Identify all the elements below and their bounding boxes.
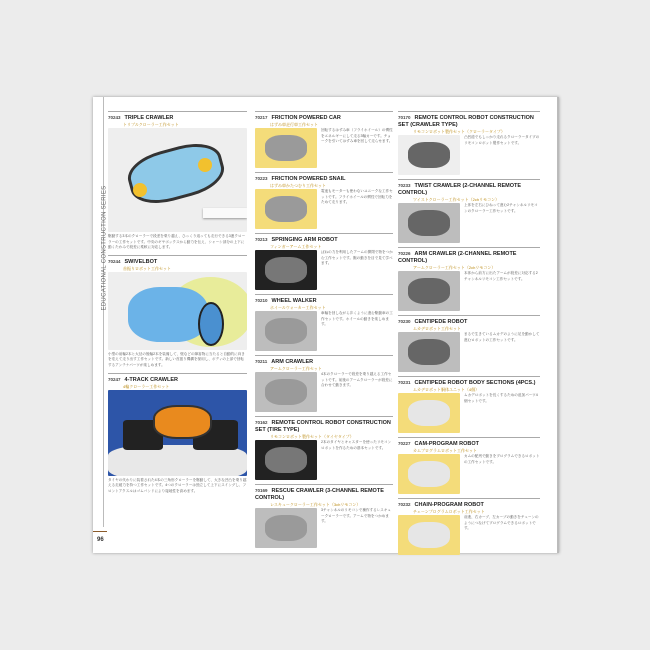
product-image: [255, 128, 317, 168]
product-image: [108, 272, 247, 350]
product-code: 70170: [398, 115, 411, 120]
product-image: [255, 508, 317, 548]
product-subtitle: 首振りロボット工作セット: [123, 265, 171, 271]
product-body: [398, 515, 540, 555]
product-code: 70233: [398, 183, 411, 188]
product-image: [255, 440, 317, 480]
product-body: [255, 128, 393, 168]
product-figure: [265, 379, 307, 405]
column-1: [108, 111, 247, 494]
column-3: [398, 111, 540, 555]
product-body: [255, 372, 393, 412]
product-code: 70211: [255, 359, 268, 364]
product-code: 70232: [398, 502, 411, 507]
product-figure: [265, 318, 307, 344]
product-description: 2本のタイヤとキャスターを使ったリモコンロボットを作るための基本セットです。: [321, 440, 392, 450]
product-entry: [255, 111, 393, 168]
series-label: EDUCATIONAL CONSTRUCTION SERIES: [101, 185, 108, 311]
product-subtitle: リモコンロボット製作セット（クローラータイプ）: [413, 129, 505, 134]
product-description: まるで生きているムカデのように足を動かして進むロボットの工作セットです。: [464, 332, 540, 342]
product-subtitle: アームクローラー工作セット（2chリモコン）: [413, 265, 496, 270]
product-image: [398, 454, 460, 494]
product-title: TRIPLE CRAWLER: [124, 115, 174, 121]
product-header: [108, 111, 247, 122]
product-header: [255, 484, 393, 502]
product-header: [255, 172, 393, 183]
product-figure: [128, 287, 208, 342]
product-body: [398, 271, 540, 311]
product-figure: [123, 136, 229, 210]
product-header: [398, 498, 540, 509]
page-marker: [93, 531, 107, 532]
product-entry: [398, 315, 540, 372]
product-code: 70210: [255, 298, 268, 303]
product-body: [255, 250, 393, 290]
product-description: 凸凹道でもしっかり走れるクローラータイプのリモコンロボット製作セットです。: [464, 135, 540, 145]
product-entry: [398, 376, 540, 433]
product-image: [255, 311, 317, 351]
product-image: [108, 128, 247, 232]
product-entry: [108, 373, 247, 495]
product-figure: [408, 142, 450, 168]
product-entry: [398, 247, 540, 311]
product-code: 70230: [398, 319, 411, 324]
product-figure: [153, 405, 212, 439]
product-header: [255, 111, 393, 122]
product-image: [398, 393, 460, 433]
product-image: [255, 250, 317, 290]
product-code: 70223: [255, 176, 268, 181]
product-header: [398, 111, 540, 129]
product-body: [398, 203, 540, 243]
product-subtitle: ムカデロボット胴体ユニット（4個）: [413, 387, 480, 392]
product-code: 70226: [398, 251, 411, 256]
product-code: 70244: [108, 258, 121, 264]
product-subtitle: はずみ車走行車工作セット: [270, 122, 318, 127]
product-title: REMOTE CONTROL ROBOT CONSTRUCTION SET (CRAWLER TYPE): [398, 115, 534, 128]
product-description: 前進、右カーブ、左カーブの動きをチェーンのようにつなげてプログラムできるロボットです。: [464, 515, 539, 531]
margin-rule: [103, 97, 104, 527]
product-body: [398, 454, 540, 494]
product-header: [255, 233, 393, 244]
product-header: [398, 376, 540, 387]
product-description: 車輪を回しながら歩くように進む駆動車の工作セットです。ホイールの動きを楽しめます。: [321, 311, 393, 327]
product-title: FRICTION POWERED SNAIL: [271, 176, 346, 182]
product-description: 回転するはずみ車（フライホイール）の慣性をエネルギーにして走る3輪カーです。チョークを引いてはずみ車を回して走らせます。: [321, 128, 393, 144]
product-description: 上体を左右にひねって進む2チャンネルリモコンのクローラー工作セットです。: [464, 203, 538, 213]
product-code: 70227: [398, 441, 411, 446]
product-subtitle: ツイストクローラー工作セット（2chリモコン）: [413, 197, 500, 202]
product-description: 駆動する3本のクローラーで段差を乗り越え、ひっくり返っても走行できる3連クローラーの工作セットです。中央のギヤボックスから動力を伝え、シャーシ部分の上下に動くたわみで段差に柔軟に対応します。: [108, 234, 246, 250]
product-image: [255, 372, 317, 412]
product-description: 4本のクローラーで段差を乗り越える工作セットです。前後のアームクローラーが段差に合わせて動きます。: [321, 372, 393, 388]
product-image: [398, 135, 460, 175]
product-header: [398, 315, 540, 326]
product-header: [255, 355, 393, 366]
product-title: SPRINGING ARM ROBOT: [271, 237, 338, 243]
product-entry: [108, 255, 247, 369]
product-body: [398, 332, 540, 372]
product-header: [255, 416, 393, 434]
product-entry: [255, 233, 393, 290]
product-title: CHAIN-PROGRAM ROBOT: [414, 502, 484, 508]
product-figure: [198, 302, 224, 346]
product-description: 3チャンネルのリモコンで操作するレスキュークローラーです。アームで物をつかめます。: [321, 508, 391, 524]
product-code: 70169: [255, 488, 268, 493]
product-entry: [398, 179, 540, 243]
product-figure: [265, 196, 307, 222]
product-subtitle: リモコンロボット製作セット（タイヤタイプ）: [270, 434, 354, 439]
product-header: [255, 294, 393, 305]
product-figure: [203, 208, 247, 218]
product-figure: [408, 339, 450, 365]
product-figure: [408, 400, 450, 426]
product-figure: [408, 210, 450, 236]
product-code: 70247: [108, 376, 121, 382]
product-entry: [108, 111, 247, 251]
product-entry: [255, 416, 393, 480]
product-figure: [408, 278, 450, 304]
column-2: [255, 111, 393, 548]
product-title: TWIST CRAWLER (2-CHANNEL REMOTE CONTROL): [398, 183, 522, 196]
product-image: [398, 271, 460, 311]
product-title: SWIVELBOT: [124, 258, 158, 265]
product-title: CENTIPEDE ROBOT BODY SECTIONS (4PCS.): [414, 380, 536, 386]
product-code: 70162: [255, 420, 268, 425]
product-body: [108, 390, 247, 495]
product-title: CAM-PROGRAM ROBOT: [414, 441, 479, 447]
product-body: [398, 393, 540, 433]
product-description: タイヤの代わりに装着された4本の三角形クローラーを駆動して、大きな凹凸を乗り越える走破力を持つ工作セットです。4つのクローラーは独立して上下にスイングし、フロントアクスルはゴムバンドにより接地性を高めます。: [108, 477, 247, 493]
product-title: WHEEL WALKER: [271, 298, 317, 304]
product-subtitle: フィンガーアーム工作セット: [270, 244, 322, 249]
product-description: 小型の前輪2本と大径の後輪2本を装備して、壁などの障害物に当たると自動的に向きを変えて走り出す工作セットです。新しい首振り機構を採用し、ボディの上部で回転するアンテナパーツが楽しめます。: [108, 351, 245, 367]
product-body: [255, 311, 393, 351]
product-body: [398, 135, 540, 175]
product-subtitle: チェーンプログラムロボット工作セット: [413, 509, 485, 514]
product-figure: [265, 135, 307, 161]
product-title: CENTIPEDE ROBOT: [414, 319, 468, 325]
product-entry: [255, 294, 393, 351]
product-entry: [255, 484, 393, 548]
product-header: [108, 255, 247, 266]
product-code: 70217: [255, 115, 268, 120]
product-header: [108, 373, 247, 384]
product-body: [255, 189, 393, 229]
product-image: [108, 390, 247, 476]
product-body: [108, 272, 247, 369]
product-entry: [398, 498, 540, 555]
product-body: [255, 508, 393, 548]
product-subtitle: レスキュークローラー工作セット（3chリモコン）: [270, 502, 361, 507]
product-figure: [133, 183, 147, 197]
product-image: [398, 332, 460, 372]
product-subtitle: ムカデロボット工作セット: [413, 326, 461, 331]
product-header: [398, 247, 540, 265]
product-description: 本体から前方に出たアームが段差に対応する2チャンネルリモコン工作セットです。: [464, 271, 538, 281]
product-figure: [265, 447, 307, 473]
product-subtitle: はずみ車かたつむり工作セット: [270, 183, 326, 188]
product-subtitle: カムプログラムロボット工作セット: [413, 448, 477, 453]
product-entry: [398, 111, 540, 175]
product-entry: [255, 172, 393, 229]
product-description: ムカデロボットを長くするための追加パーツ4個セットです。: [464, 393, 538, 403]
product-image: [398, 203, 460, 243]
product-figure: [408, 522, 450, 548]
product-figure: [408, 461, 450, 487]
product-header: [398, 179, 540, 197]
product-entry: [255, 355, 393, 412]
product-header: [398, 437, 540, 448]
product-image: [398, 515, 460, 555]
product-title: RESCUE CRAWLER (3-CHANNEL REMOTE CONTROL): [255, 488, 384, 501]
product-figure: [198, 158, 212, 172]
product-code: 70231: [398, 380, 411, 385]
product-title: ARM CRAWLER (2-CHANNEL REMOTE CONTROL): [398, 251, 517, 264]
catalog-page: [93, 97, 559, 553]
product-title: REMOTE CONTROL ROBOT CONSTRUCTION SET (TIRE TYPE): [255, 420, 391, 433]
product-description: カムの配列で動きをプログラムできるロボットの工作セットです。: [464, 454, 540, 464]
page-number: 96: [97, 537, 104, 543]
product-subtitle: ホイールウォーカー工作セット: [270, 305, 326, 310]
product-title: 4-TRACK CRAWLER: [124, 376, 178, 383]
product-description: 電池もモーターも使わないユニークな工作セットです。フライホイールの慣性で回転力をためて走ります。: [321, 189, 393, 205]
product-figure: [265, 515, 307, 541]
product-body: [255, 440, 393, 480]
product-image: [255, 189, 317, 229]
product-entry: [398, 437, 540, 494]
product-code: 70213: [255, 237, 268, 242]
product-subtitle: アームクローラー工作セット: [270, 366, 322, 371]
product-body: [108, 128, 247, 251]
product-title: ARM CRAWLER: [271, 359, 314, 365]
product-code: 70243: [108, 115, 121, 120]
product-subtitle: トリプルクローラー工作セット: [123, 122, 179, 127]
product-title: FRICTION POWERED CAR: [271, 115, 341, 121]
product-description: ばねの力を利用したアームの開閉で物をつかむ工作セットです。腕の動きを目で見て学べます。: [321, 250, 393, 266]
product-subtitle: 4輪クローラー工作セット: [123, 383, 170, 389]
product-figure: [265, 257, 307, 283]
